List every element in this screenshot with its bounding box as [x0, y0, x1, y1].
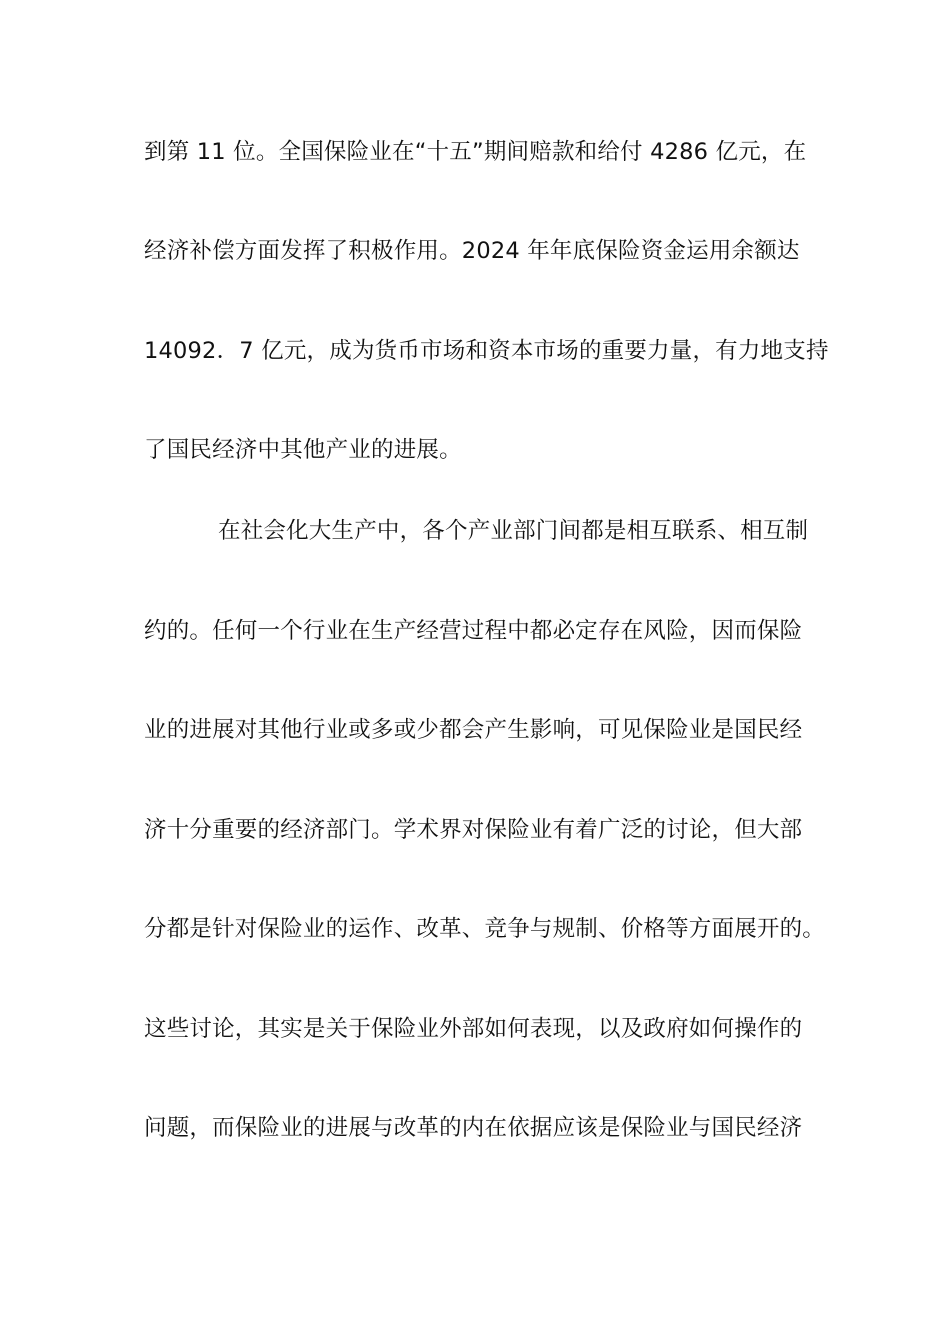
paragraph-line: 约的。任何一个行业在生产经营过程中都必定存在风险，因而保险	[144, 618, 803, 644]
paragraph-line-indented: 在社会化大生产中，各个产业部门间都是相互联系、相互制	[218, 518, 809, 544]
paragraph-line: 经济补偿方面发挥了积极作用。2024 年年底保险资金运用余额达	[144, 238, 800, 264]
paragraph-line: 分都是针对保险业的运作、改革、竞争与规制、价格等方面展开的。	[144, 916, 826, 942]
paragraph-line: 业的进展对其他行业或多或少都会产生影响，可见保险业是国民经	[144, 717, 803, 743]
paragraph-line: 到第 11 位。全国保险业在“十五”期间赔款和给付 4286 亿元，在	[144, 139, 807, 165]
paragraph-line: 济十分重要的经济部门。学术界对保险业有着广泛的讨论，但大部	[144, 817, 803, 843]
paragraph-line: 14092．7 亿元，成为货币市场和资本市场的重要力量，有力地支持	[144, 338, 829, 364]
paragraph-line: 这些讨论，其实是关于保险业外部如何表现，以及政府如何操作的	[144, 1016, 803, 1042]
paragraph-line: 问题，而保险业的进展与改革的内在依据应该是保险业与国民经济	[144, 1115, 803, 1141]
paragraph-line: 了国民经济中其他产业的进展。	[144, 437, 462, 463]
